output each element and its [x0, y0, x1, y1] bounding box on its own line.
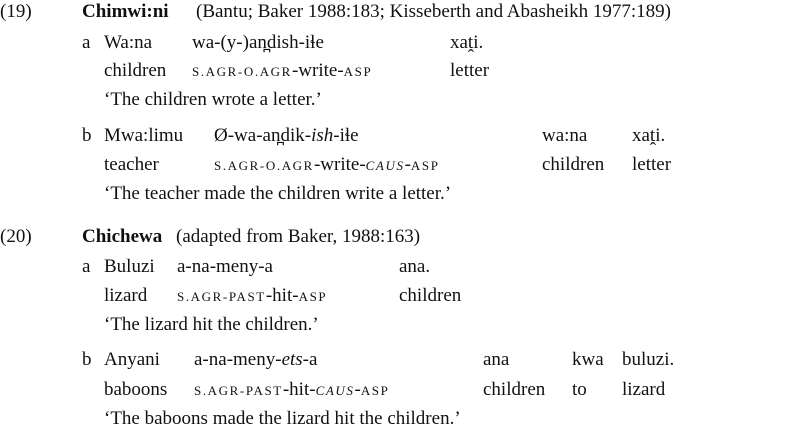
- word-20b-3: ana: [483, 349, 510, 370]
- gloss-20a-3: children: [399, 285, 462, 306]
- word-20a-3: ana.: [399, 256, 431, 277]
- word-20b-4: kwa: [572, 349, 604, 370]
- gloss-20b-1: baboons: [104, 379, 168, 400]
- language-name-chimwini: Chimwi:ni: [82, 1, 169, 22]
- translation-20a: ‘The lizard hit the children.’: [104, 314, 319, 335]
- gloss-20b-2: S.AGR-PAST-hit-CAUS-ASP: [194, 379, 390, 400]
- example-source-19: (Bantu; Baker 1988:183; Kisseberth and Abasheikh 1977:189): [196, 1, 671, 22]
- word-19b-2: Ø-wa-an̪dik-ish-iɬe: [214, 125, 359, 146]
- gloss-20b-3: children: [483, 379, 546, 400]
- example-source-20: (adapted from Baker, 1988:163): [176, 226, 421, 247]
- translation-20b: ‘The baboons made the lizard hit the children.’: [104, 408, 461, 429]
- item-letter-20a: a: [82, 256, 91, 277]
- gloss-19a-2: S.AGR-O.AGR-write-ASP: [192, 60, 373, 81]
- example-number-20: (20): [0, 226, 32, 247]
- gloss-19a-3: letter: [450, 60, 490, 81]
- word-20b-5: buluzi.: [622, 349, 675, 370]
- word-19b-4: xaṱi.: [632, 125, 666, 146]
- item-letter-19a: a: [82, 32, 91, 53]
- word-20b-2: a-na-meny-ets-a: [194, 349, 318, 370]
- gloss-20b-4: to: [572, 379, 587, 400]
- gloss-20b-5: lizard: [622, 379, 666, 400]
- word-19a-3: xaṱi.: [450, 32, 484, 53]
- translation-19a: ‘The children wrote a letter.’: [104, 89, 322, 110]
- word-19b-3: wa:na: [542, 125, 588, 146]
- item-letter-20b: b: [82, 349, 92, 370]
- language-name-chichewa: Chichewa: [82, 226, 163, 247]
- word-19a-1: Wa:na: [104, 32, 153, 53]
- word-19b-1: Mwa:limu: [104, 125, 184, 146]
- example-number-19: (19): [0, 1, 32, 22]
- word-20b-1: Anyani: [104, 349, 160, 370]
- word-20a-2: a-na-meny-a: [177, 256, 273, 277]
- gloss-20a-2: S.AGR-PAST-hit-ASP: [177, 285, 328, 306]
- gloss-19b-3: children: [542, 154, 605, 175]
- gloss-19b-1: teacher: [104, 154, 159, 175]
- item-letter-19b: b: [82, 125, 92, 146]
- translation-19b: ‘The teacher made the children write a letter.’: [104, 183, 452, 204]
- gloss-20a-1: lizard: [104, 285, 148, 306]
- gloss-19b-2: S.AGR-O.AGR-write-CAUS-ASP: [214, 154, 440, 175]
- word-19a-2: wa-(y-)an̪dish-iɬe: [192, 32, 324, 53]
- gloss-19b-4: letter: [632, 154, 672, 175]
- gloss-19a-1: children: [104, 60, 167, 81]
- word-20a-1: Buluzi: [104, 256, 155, 277]
